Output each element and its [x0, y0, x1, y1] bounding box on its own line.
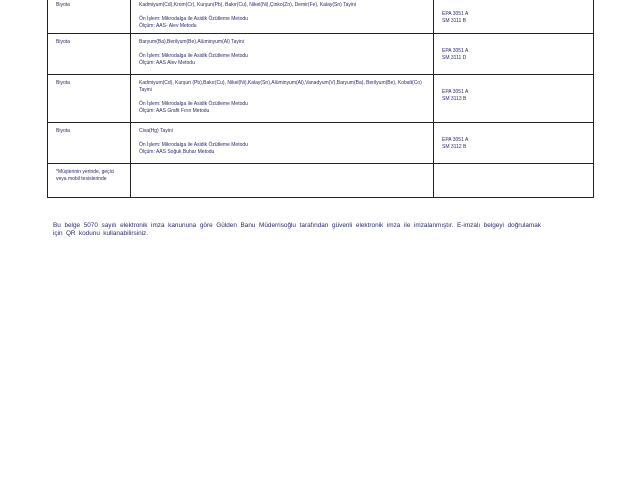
pretreatment-text: Ön İşlem: Mikrodalga ile Asidik Özütleme Metodu	[139, 142, 248, 148]
measurement-text: Ölçüm: AAS- Alev Metodu	[139, 23, 197, 29]
pretreatment-text: Ön İşlem: Mikrodalga ile Asidik Özütleme Metodu	[139, 53, 248, 59]
e-signature-notice: Bu belge 5070 sayılı elektronik imza kanununa göre Gülden Banu Müderrisoğlu tarafından güvenli elektronik imza ile imzalanmıştır. E-imzalı belgeyi doğrulamak için QR kodunu kullanabilirsiniz.	[53, 222, 541, 237]
parameters-text: Baryum(Ba),Berilyum(Be),Alüminyum(Al) Tayini	[139, 39, 244, 45]
table-row	[48, 0, 594, 34]
standard-ref: SM 3111 B	[442, 18, 466, 24]
note-cell	[48, 164, 131, 198]
footnote-text: *Müşterinin yerinde, geçici veya mobil tesislerinde	[56, 169, 115, 182]
parameters-text: Kadmiyum(Cd), Kurşun (Pb),Bakır(Cu), Nikel(Ni),Kalay(Sn),Alüminyum(Al),Vanadyum(V),Baryum(Ba), Berilyum(Be), Kobalt(Co) Tayini	[139, 80, 422, 93]
parameters-text: Kadmiyum(Cd),Krom(Cr), Kurşun(Pb), Bakır(Cu), Nikel(Ni),Çinko(Zn), Demir(Fe), Kalay(Sn) Tayini	[139, 2, 356, 8]
measurement-text: Ölçüm: AAS Soğuk Buhar Metodu	[139, 149, 215, 155]
standard-ref: EPA 3051 A	[442, 11, 469, 17]
measurement-text: Ölçüm: AAS Alev Metodu	[139, 60, 195, 66]
pretreatment-text: Ön İşlem: Mikrodalga ile Asidik Özütleme Metodu	[139, 101, 248, 107]
table-row	[48, 123, 594, 164]
method-cell	[131, 0, 434, 34]
measurement-text: Ölçüm: AAS Grafit Fırın Metodu	[139, 108, 210, 114]
empty-cell	[434, 164, 594, 198]
standard-cell	[434, 123, 594, 164]
method-cell	[131, 75, 434, 123]
standard-cell	[434, 75, 594, 123]
standard-ref: SM 3113 B	[442, 96, 467, 102]
method-cell	[131, 123, 434, 164]
table-row	[48, 34, 594, 75]
matrix-cell: Biyota	[48, 34, 131, 75]
standard-cell	[434, 0, 594, 34]
standard-ref: SM 3112 B	[442, 144, 467, 150]
standard-ref: EPA 3051 A	[442, 48, 469, 54]
matrix-cell: Biyota	[48, 123, 131, 164]
standard-ref: EPA 3051 A	[442, 89, 469, 95]
method-cell	[131, 34, 434, 75]
empty-cell	[131, 164, 434, 198]
standard-ref: EPA 3051 A	[442, 137, 469, 143]
table-row	[48, 164, 594, 198]
matrix-cell: Biyota	[48, 0, 131, 34]
table-row	[48, 75, 594, 123]
standard-cell	[434, 34, 594, 75]
accreditation-scope-table	[47, 0, 594, 198]
standard-ref: SM 3111 D	[442, 55, 467, 61]
matrix-cell: Biyota	[48, 75, 131, 123]
pretreatment-text: Ön İşlem: Mikrodalga ile Asidik Özütleme Metodu	[139, 16, 248, 22]
parameters-text: Civa(Hg) Tayini	[139, 128, 173, 134]
